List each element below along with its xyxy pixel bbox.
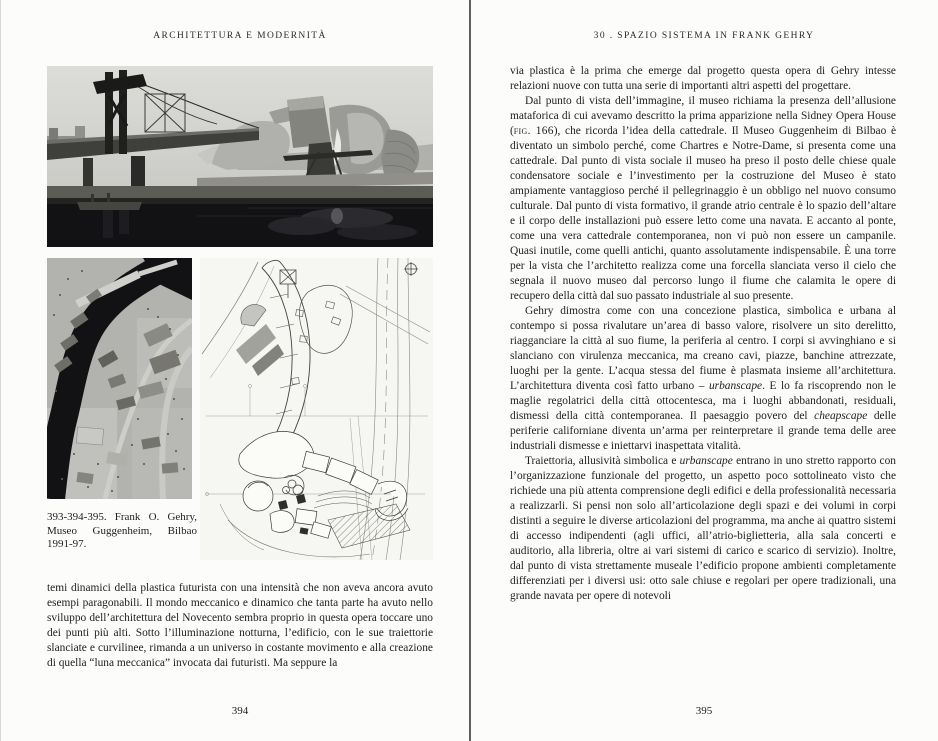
page-number-right: 395 (695, 705, 713, 717)
page-right (470, 0, 938, 741)
figure-site-plan-drawing (200, 258, 433, 560)
page-number-left: 394 (231, 705, 249, 717)
aerial-photo-graphic (47, 258, 192, 499)
body-text-left (47, 581, 433, 671)
paragraph: Traiettoria, allusività simbolica e urbanscape entrano in uno stretto rapporto con l’organizzazione funzionale del progetto, un aspetto poco sottolineato visto che richiede una più attenta comprensione degli edifici e della professionalità necessaria a realizzarli. Si pensi non solo all’articolazione degli spazi e dei volumi in corpi distinti a seguire le diverse articolazioni del programma, ma anche ai quattro sistemi di accesso indipendenti (agli uffici, all’atrio-biglietteria, alla sala concerti e auditorio, alla libreria, oltre ai vari sistemi di carico e scarico di servizio). Inoltre, dal punto di vista strettamente museale l’edificio propone ambienti completamente differenziati per i diversi usi: otto sale chiuse e regolari per opere tradizionali, una grande navata per opere di notevoli (510, 455, 896, 602)
running-head-left: ARCHITETTURA E MODERNITÀ (153, 31, 327, 41)
figure-caption: 393-394-395. Frank O. Gehry, Museo Guggenheim, Bilbao 1991-97. (47, 511, 197, 550)
figure-aerial-site-photo (47, 258, 192, 499)
paragraph: Gehry dimostra come con una concezione plastica, simbolica e urbana al contempo si possa rivalutare un’area di basso valore, risolvere un sito derelitto, riagganciare la città al suo fiume, la periferia al centro. I corpi si avvinghiano e si slanciano con virulenza meccanica, ma creano cavi, piazze, banchine attrezzate, luoghi per la gente. L’acqua stessa del fiume è plasmata insieme all’architettura. L’architettura diventa così fatto urbano – urbanscape. E lo fa riscoprendo non le maglie regolatrici della città ottocentesca, ma i luoghi abbandonati, residuali, dismessi della città contemporanea. Il paesaggio povero del cheapscape delle periferie californiane diventa un’arma per reinterpretare il grande tema delle aree industriali dismesse e iniettarvi inaspettata vitalità. (510, 305, 897, 452)
running-head-right: 30 . SPAZIO SISTEMA IN FRANK GEHRY (593, 31, 815, 41)
paragraph: temi dinamici della plastica futurista con una intensità che non aveva ancora avuto esempi paragonabili. Il mondo meccanico e dinamico che tanta parte ha avuto nello sviluppo dell’architettura del Novecento sembra proprio in questa opera toccare uno dei punti più alti. Sotto l’illuminazione notturna, l’edificio, con le sue traiettorie slanciate e curvilinee, rimanda a un universo in costante movimento e alla creazione di quella “luna meccanica” invocata dai futuristi. Ma seppure la (47, 582, 433, 669)
figure-guggenheim-photo (47, 66, 433, 247)
paragraph: via plastica è la prima che emerge dal progetto questa opera di Gehry intesse relazioni nuove con tutta una serie di importanti altri aspetti del progettare. (510, 65, 896, 92)
site-plan-graphic (200, 258, 433, 560)
guggenheim-photo-graphic (47, 66, 433, 247)
paragraph: Dal punto di vista dell’immagine, il museo richiama la presenza dell’allusione mataforica di cui avevamo descritto la prima apparizione nella Sidney Opera House (fig. 166), che ricorda l’idea della cattedrale. Il Museo Guggenheim di Bilbao è diventato un simbolo perché, come Chartres e Notre-Dame, si presenta come una cattedrale. Dal punto di vista sociale il museo ha preso il posto delle chiese quale condensatore sociale e l’investimento per la costruzione del Museo è stato ampiamente vantaggioso perché il pellegrinaggio è un obbligo nel nuovo consumo culturale. Dal punto di vista formativo, il grande atrio centrale è lo spazio dell’altare e il corpo delle installazioni può essere letto come una navata. E accanto al ponte, come una vera cattedrale contemporanea, non vi può non essere un campanile. Quasi inutile, come quelli antichi, quanto assolutamente indispensabile. È una torre per la vista che l’architetto realizza come una forcella slanciata verso il cielo che segnala il nuovo museo dal percorso lungo il fiume che calamita le opere di recupero della città dal suo passato industriale al suo presente. (510, 95, 897, 302)
body-text-right (510, 64, 896, 604)
